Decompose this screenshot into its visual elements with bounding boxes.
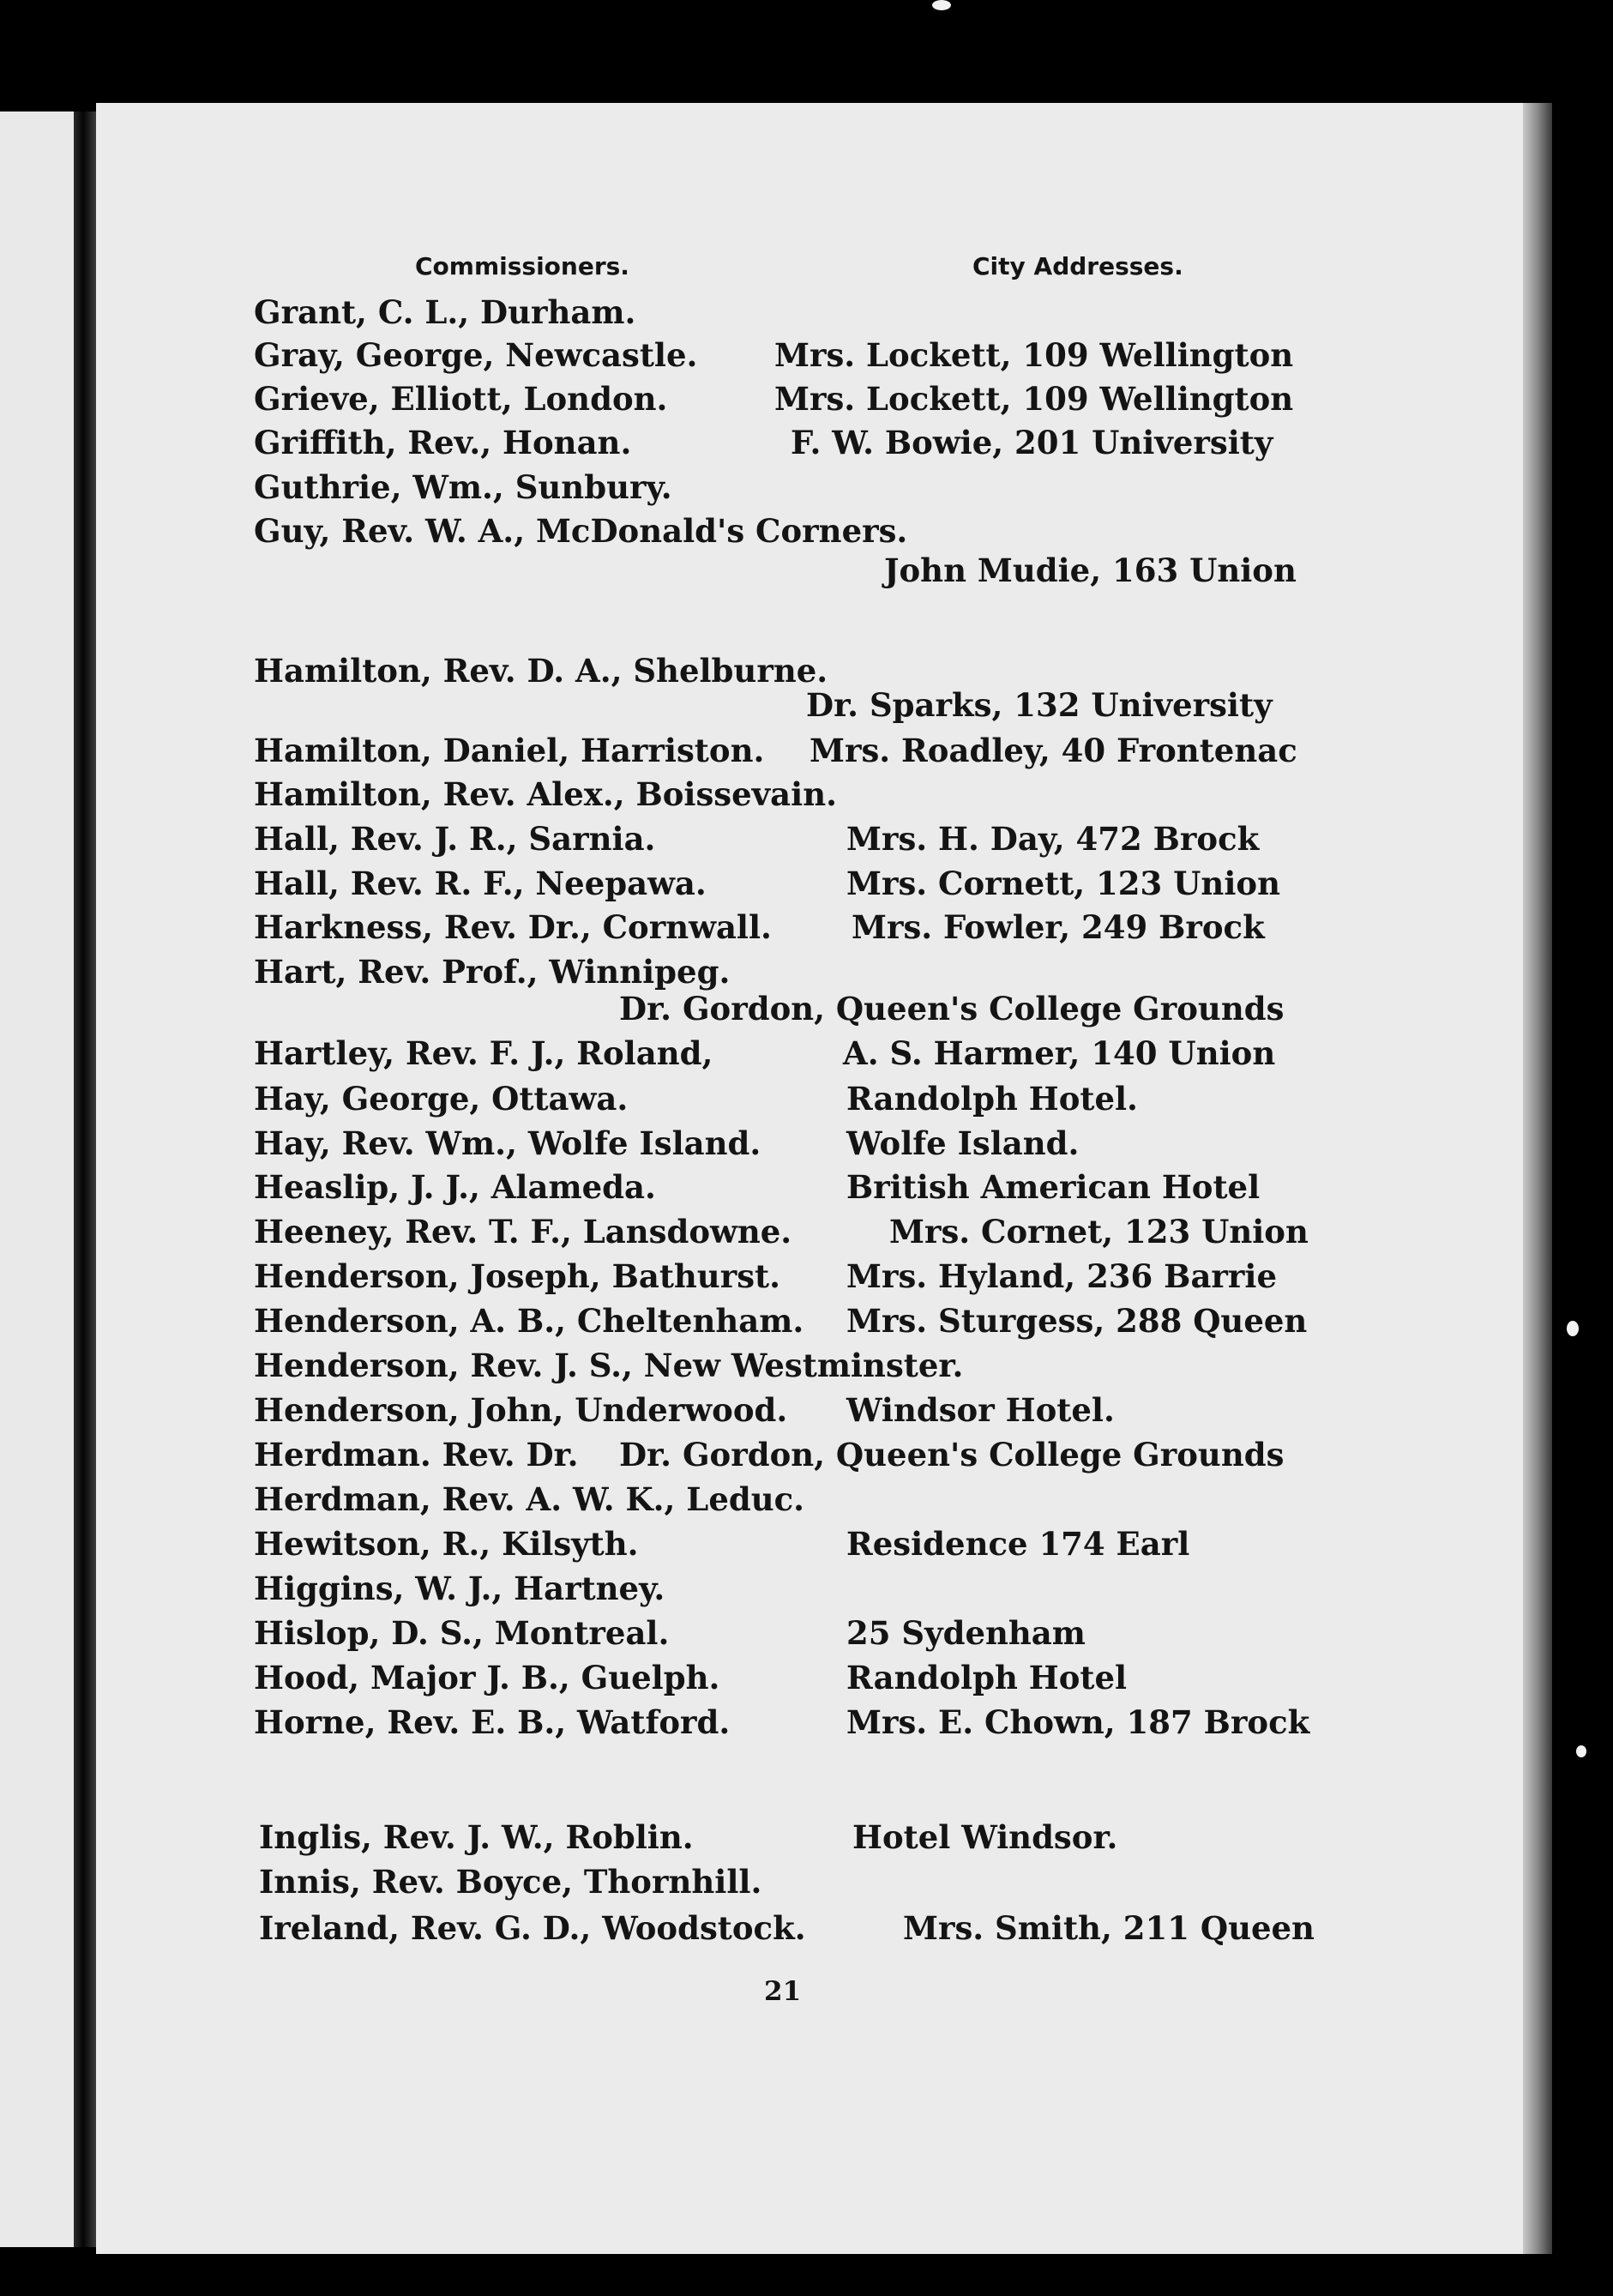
entry-name: Henderson, Rev. J. S., New Westminster. xyxy=(254,1347,964,1384)
entry-address: Randolph Hotel. xyxy=(846,1080,1138,1118)
entry-address: British American Hotel xyxy=(846,1168,1261,1206)
entry-address: Dr. Gordon, Queen's College Grounds xyxy=(619,990,1285,1027)
entry-name: Inglis, Rev. J. W., Roblin. xyxy=(259,1818,694,1856)
entry-address: Hotel Windsor. xyxy=(852,1818,1118,1856)
entry-address: A. S. Harmer, 140 Union xyxy=(843,1034,1276,1072)
entry-address: Mrs. Lockett, 109 Wellington xyxy=(774,380,1294,418)
entry-address: Mrs. Roadley, 40 Frontenac xyxy=(810,732,1297,769)
entry-address: Mrs. H. Day, 472 Brock xyxy=(846,820,1260,858)
entry-address: Mrs. Lockett, 109 Wellington xyxy=(774,336,1294,374)
entry-address: F. W. Bowie, 201 University xyxy=(791,424,1273,461)
entry-address: 25 Sydenham xyxy=(846,1614,1086,1652)
entry-name: Hamilton, Daniel, Harriston. xyxy=(254,732,765,769)
entry-name: Henderson, John, Underwood. xyxy=(254,1391,788,1429)
entry-address: Mrs. Cornett, 123 Union xyxy=(846,865,1280,902)
entry-address: Mrs. E. Chown, 187 Brock xyxy=(846,1703,1310,1741)
entry-address: Wolfe Island. xyxy=(846,1124,1080,1162)
entry-address: Residence 174 Earl xyxy=(846,1525,1190,1563)
entry-name: Horne, Rev. E. B., Watford. xyxy=(254,1703,731,1741)
entry-name: Hart, Rev. Prof., Winnipeg. xyxy=(254,953,731,991)
entry-name: Hay, Rev. Wm., Wolfe Island. xyxy=(254,1124,761,1162)
entry-address: Dr. Sparks, 132 University xyxy=(806,686,1273,724)
entry-name: Herdman. Rev. Dr. xyxy=(254,1436,579,1473)
entry-name: Hood, Major J. B., Guelph. xyxy=(254,1659,720,1696)
entry-name: Gray, George, Newcastle. xyxy=(254,336,698,374)
entry-name: Henderson, A. B., Cheltenham. xyxy=(254,1302,804,1340)
entry-name: Heaslip, J. J., Alameda. xyxy=(254,1168,656,1206)
entry-name: Hay, George, Ottawa. xyxy=(254,1080,629,1118)
entry-name: Ireland, Rev. G. D., Woodstock. xyxy=(259,1909,806,1947)
entry-name: Heeney, Rev. T. F., Lansdowne. xyxy=(254,1213,792,1250)
entry-name: Hewitson, R., Kilsyth. xyxy=(254,1525,639,1563)
entry-name: Innis, Rev. Boyce, Thornhill. xyxy=(259,1863,762,1901)
entry-name: Guthrie, Wm., Sunbury. xyxy=(254,468,672,506)
entry-address: Mrs. Fowler, 249 Brock xyxy=(852,908,1265,946)
entry-name: Hislop, D. S., Montreal. xyxy=(254,1614,670,1652)
column-header-city-addresses: City Addresses. xyxy=(972,252,1183,280)
entry-name: Hamilton, Rev. Alex., Boissevain. xyxy=(254,775,837,813)
entry-name: Higgins, W. J., Hartney. xyxy=(254,1570,665,1607)
entry-name: Hall, Rev. J. R., Sarnia. xyxy=(254,820,656,858)
entry-name: Harkness, Rev. Dr., Cornwall. xyxy=(254,908,772,946)
entry-address: Mrs. Smith, 211 Queen xyxy=(903,1909,1315,1947)
entry-name: Guy, Rev. W. A., McDonald's Corners. xyxy=(254,512,908,550)
page-number: 21 xyxy=(764,1976,802,2007)
entry-address: Mrs. Cornet, 123 Union xyxy=(889,1213,1309,1250)
entry-name: Herdman, Rev. A. W. K., Leduc. xyxy=(254,1480,805,1518)
entry-address: Randolph Hotel xyxy=(846,1659,1128,1696)
entry-address: John Mudie, 163 Union xyxy=(884,551,1297,589)
entry-name: Grant, C. L., Durham. xyxy=(254,293,636,331)
entry-address: Windsor Hotel. xyxy=(846,1391,1115,1429)
entry-name: Hamilton, Rev. D. A., Shelburne. xyxy=(254,652,828,690)
entry-address: Dr. Gordon, Queen's College Grounds xyxy=(619,1436,1285,1473)
entry-name: Grieve, Elliott, London. xyxy=(254,380,668,418)
entry-address: Mrs. Hyland, 236 Barrie xyxy=(846,1257,1278,1295)
entry-name: Henderson, Joseph, Bathurst. xyxy=(254,1257,781,1295)
entry-address: Mrs. Sturgess, 288 Queen xyxy=(846,1302,1308,1340)
entry-name: Hartley, Rev. F. J., Roland, xyxy=(254,1034,713,1072)
entry-name: Griffith, Rev., Honan. xyxy=(254,424,632,461)
entry-name: Hall, Rev. R. F., Neepawa. xyxy=(254,865,707,902)
column-header-commissioners: Commissioners. xyxy=(415,252,629,280)
